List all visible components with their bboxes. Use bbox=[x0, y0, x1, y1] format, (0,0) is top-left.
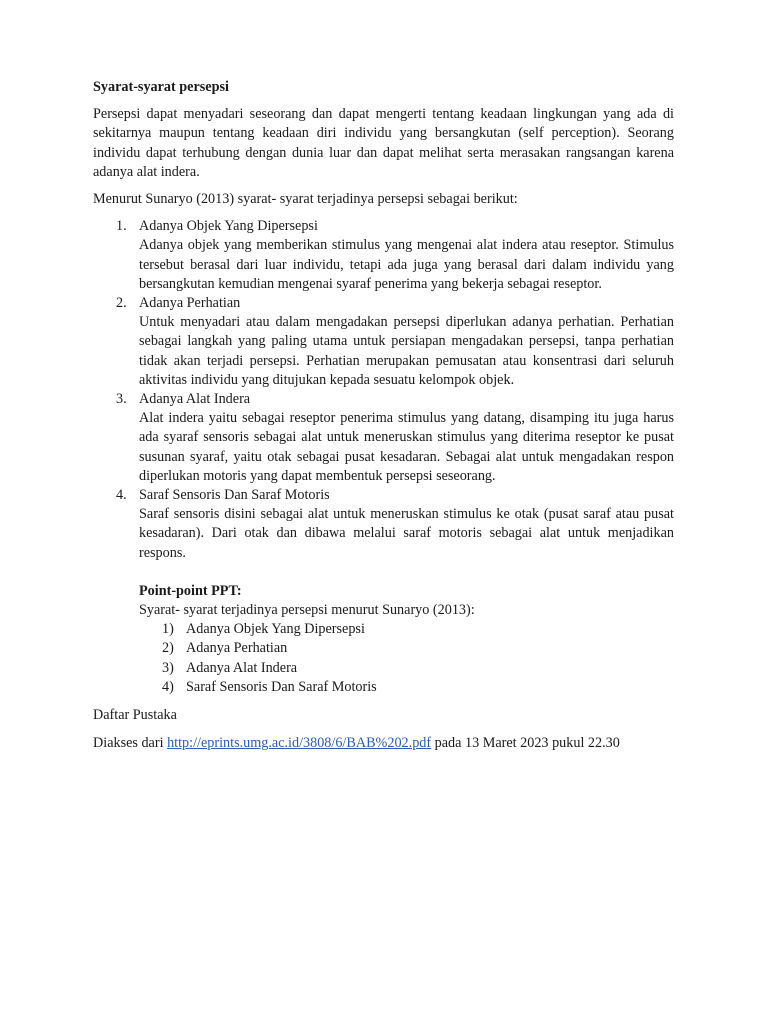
ppt-point-text: Adanya Perhatian bbox=[186, 640, 288, 657]
ppt-point bbox=[139, 620, 674, 639]
ppt-point-text: Adanya Alat Indera bbox=[186, 659, 298, 676]
list-item-description: Adanya objek yang memberikan stimulus yang mengenai alat indera atau reseptor. Stimulus tersebut berasal dari luar individu, tetapi ada juga yang berasal dari dalam individu yang bersangkutan kemudian mengenai syaraf penerima yang bekerja sebagai reseptor. bbox=[139, 237, 674, 292]
ppt-points-section bbox=[93, 582, 674, 697]
access-line bbox=[93, 734, 674, 753]
access-prefix: Diakses dari bbox=[93, 735, 168, 752]
ppt-point-number: 4) bbox=[162, 678, 174, 695]
list-item-number: 4. bbox=[116, 487, 127, 504]
ppt-point-number: 3) bbox=[162, 659, 174, 676]
list-item-description: Untuk menyadari atau dalam mengadakan persepsi diperlukan adanya perhatian. Perhatian sebagai langkah yang paling utama untuk persiapan mengadakan persepsi, tanpa perhatian tidak akan terjadi persepsi. Perhatian merupakan pemusatan atau konsentrasi dari seluruh aktivitas individu yang ditujukan kepada sesuatu kelompok objek. bbox=[139, 314, 674, 388]
list-item-description: Alat indera yaitu sebagai reseptor penerima stimulus yang datang, disamping itu juga harus ada syaraf sensoris sebagai alat untuk meneruskan stimulus yang diterima reseptor ke pusat susunan syaraf, yaitu otak sebagai pusat kesadaran. Sebagai alat untuk mengadakan respon diperlukan motoris yang dapat membentuk persepsi seseorang. bbox=[139, 410, 674, 484]
ppt-point-number: 1) bbox=[162, 621, 174, 638]
list-item-title: Saraf Sensoris Dan Saraf Motoris bbox=[139, 487, 330, 504]
list-item-number: 3. bbox=[116, 391, 127, 408]
ppt-point bbox=[139, 639, 674, 658]
access-suffix: pada 13 Maret 2023 pukul 22.30 bbox=[431, 735, 620, 752]
list-item bbox=[93, 486, 674, 563]
ppt-title: Point-point PPT: bbox=[139, 582, 242, 599]
ppt-point bbox=[139, 659, 674, 678]
list-item bbox=[93, 390, 674, 486]
ppt-point-number: 2) bbox=[162, 640, 174, 657]
list-item bbox=[93, 217, 674, 294]
ppt-point-text: Saraf Sensoris Dan Saraf Motoris bbox=[186, 678, 377, 695]
ppt-points-list bbox=[139, 620, 674, 697]
list-item bbox=[93, 294, 674, 390]
document-page bbox=[93, 78, 674, 754]
requirements-list bbox=[93, 217, 674, 563]
lead-paragraph: Menurut Sunaryo (2013) syarat- syarat terjadinya persepsi sebagai berikut: bbox=[93, 191, 518, 208]
list-item-description: Saraf sensoris disini sebagai alat untuk meneruskan stimulus ke otak (pusat saraf atau pusat kesadaran). Dari otak dan dibawa melalui saraf motoris sebagai alat untuk menjadikan respons. bbox=[139, 506, 674, 561]
list-item-title: Adanya Alat Indera bbox=[139, 391, 251, 408]
source-link[interactable]: http://eprints.umg.ac.id/3808/6/BAB%202.pdf bbox=[167, 735, 432, 752]
ppt-point-text: Adanya Objek Yang Dipersepsi bbox=[186, 621, 365, 638]
list-item-number: 1. bbox=[116, 218, 127, 235]
section-heading: Syarat-syarat persepsi bbox=[93, 79, 229, 95]
list-item-title: Adanya Objek Yang Dipersepsi bbox=[139, 218, 318, 235]
ppt-point bbox=[139, 678, 674, 697]
bibliography-title: Daftar Pustaka bbox=[93, 707, 177, 724]
list-item-title: Adanya Perhatian bbox=[139, 295, 241, 312]
list-item-number: 2. bbox=[116, 295, 127, 312]
ppt-intro: Syarat- syarat terjadinya persepsi menurut Sunaryo (2013): bbox=[139, 602, 475, 619]
intro-paragraph: Persepsi dapat menyadari seseorang dan dapat mengerti tentang keadaan lingkungan yang ada di sekitarnya maupun tentang keadaan diri individu yang bersangkutan (self perception). Seorang individu dapat terhubung dengan dunia luar dan dapat melihat serta merasakan rangsangan karena adanya alat indera. bbox=[93, 106, 674, 180]
